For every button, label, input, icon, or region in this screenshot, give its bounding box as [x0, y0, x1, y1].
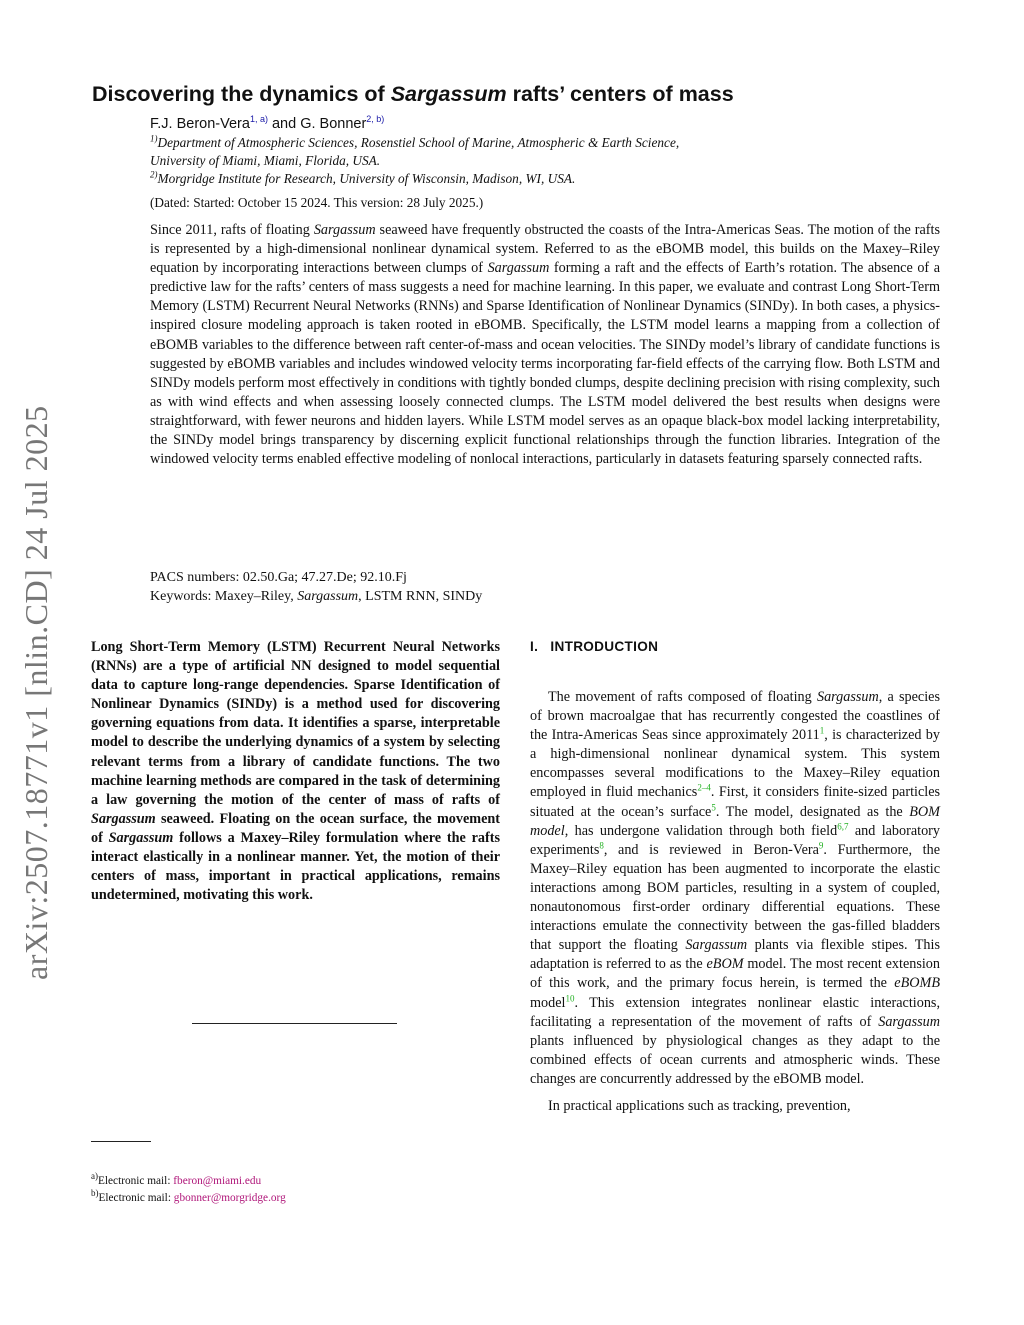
footnote-b: $^{b)}$Electronic mail: gbonner@morgridge.org [91, 1188, 286, 1204]
citation-link[interactable]: 2–4 [697, 782, 711, 793]
citation-link[interactable]: 5 [711, 801, 716, 812]
intro-paragraph: In practical applications such as tracking, prevention, [548, 1097, 851, 1114]
lead-divider [192, 1023, 397, 1024]
author-name: G. Bonner [300, 116, 367, 132]
lead-paragraph: Long Short-Term Memory (LSTM) Recurrent Neural Networks (RNNs) are a type of artificial NN designed to model sequential data to capture long-range dependencies. Sparse Identification of Nonlinear Dynamics (SINDy) is a method used for discovering governing equations from data. It identifies a sparse, interpretable model to describe the underlying dynamics of a system by selecting relevant terms from a library of candidate functions. The two machine learning methods are compared in the task of determining a law governing the motion of the center of mass of rafts of Sargassum seaweed. Floating on the ocean surface, the movement of Sargassum follows a Maxey–Riley formulation where the rafts interact elastically in a nonlinear manner. Yet, the motion of their centers of mass, important in practical applications, remains undetermined, motivating this work. [91, 639, 500, 904]
footnote-divider [91, 1141, 151, 1142]
dated-line: (Dated: Started: October 15 2024. This version: 28 July 2025.) [150, 195, 484, 210]
author-list: F.J. Beron-Vera$^{1, a)}$ and G. Bonner$^{2, b)}$ [150, 114, 385, 132]
abstract: Since 2011, rafts of floating Sargassum seaweed have frequently obstructed the coasts of the Intra-Americas Seas. The motion of the rafts is represented by a high-dimensional nonlinear dynamical system. Referred to as the eBOMB model, this builds on the Maxey–Riley equation by incorporating interactions between clumps of Sargassum forming a raft and the effects of Earth’s rotation. The absence of a predictive law for the rafts’ centers of mass suggests a need for machine learning. In this paper, we evaluate and contrast Long Short-Term Memory (LSTM) Recurrent Neural Networks (RNNs) and Sparse Identification of Nonlinear Dynamics (SINDy). In both cases, a physics-inspired closure modeling approach is taken rooted in eBOMB. Specifically, the LSTM model learns a mapping from a collection of eBOMB variables to the difference between raft center-of-mass and ocean velocities. The SINDy model’s library of candidate functions is suggested by eBOMB variables and includes windowed velocity terms incorporating far-field effects of the carrying flow. Both LSTM and SINDy models perform most effectively in conditions with tightly bonded clumps, despite declining precision with rising complexity, such as with wind effects and when assessing loosely connected clumps. The LSTM model delivered the best results when designs were straightforward, with fewer neurons and hidden layers. While LSTM model serves as an opaque black-box model lacking interpretability, the SINDy model brings transparency by discerning explicit functional relationships through the function libraries. Integration of the windowed velocity terms enabled effective modeling of nonlocal interactions, particularly in datasets featuring sparsely connected rafts. [150, 222, 940, 468]
intro-paragraph: The movement of rafts composed of floating Sargassum, a species of brown macroalgae that has recurrently congested the coastlines of the Intra-Americas Seas since approximately 2011$^1$, is characterized by a high-dimensional nonlinear dynamical system. This system encompasses several modifications to the Maxey–Riley equation employed in fluid mechanics$^{2-4}$. First, it considers finite-sized particles situated at the ocean’s surface$^5$. The model, designated as the BOM model, has undergone validation through both field$^{6,7}$ and laboratory experiments$^8$, and is reviewed in Beron-Vera$^9$. Furthermore, the Maxey–Riley equation has been augmented to incorporate the elastic interactions among BOM particles, resulting in a system of coupled, nonautonomous first-order ordinary differential equations. These interactions emulate the connectivity between the gas-filled bladders that support the floating Sargassum plants via flexible stipes. This adaptation is referred to as the eBOM model. The most recent extension of this work, and the primary focus herein, is termed the eBOMB model$^{10}$. This extension integrates nonlinear elastic interactions, facilitating a representation of the movement of rafts of Sargassum plants influenced by physiological changes as they adapt to the combined effects of ocean currents and atmospheric winds. These changes are concurrently addressed by the eBOMB model. [530, 689, 941, 1087]
affiliation-marker[interactable]: 1, a) [249, 114, 268, 125]
introduction-body [530, 688, 940, 1124]
pacs-numbers: PACS numbers: 02.50.Ga; 47.27.De; 92.10.Fj [150, 570, 407, 585]
pacs-keywords [150, 568, 482, 606]
citation-link[interactable]: 1 [819, 725, 825, 736]
author-name: F.J. Beron-Vera [150, 116, 250, 132]
keywords: Keywords: Maxey–Riley, Sargassum, LSTM RNN, SINDy [150, 589, 483, 604]
section-heading: I. INTRODUCTION [530, 639, 659, 654]
citation-link[interactable]: 10 [565, 992, 575, 1003]
citation-link[interactable]: 9 [818, 840, 824, 851]
affiliation-marker[interactable]: 2, b) [366, 114, 385, 125]
email-link[interactable]: fberon@miami.edu [173, 1175, 262, 1187]
affiliation-2: $^{2)}$Morgridge Institute for Research, University of Wisconsin, Madison, WI, USA. [150, 169, 576, 186]
email-link[interactable]: gbonner@morgridge.org [173, 1192, 286, 1204]
paper-title: Discovering the dynamics of Sargassum rafts’ centers of mass [92, 82, 734, 106]
arxiv-identifier: arXiv:2507.18771v1 [nlin.CD] 24 Jul 2025 [18, 405, 54, 980]
footnote-a: $^{a)}$Electronic mail: fberon@miami.edu [91, 1171, 262, 1187]
citation-link[interactable]: 6,7 [837, 820, 849, 831]
affiliation-1: $^{1)}$Department of Atmospheric Sciences, Rosenstiel School of Marine, Atmospheric & Earth Science, University of Miami, Miami, Florida, USA. [150, 133, 680, 168]
citation-link[interactable]: 8 [599, 840, 604, 851]
